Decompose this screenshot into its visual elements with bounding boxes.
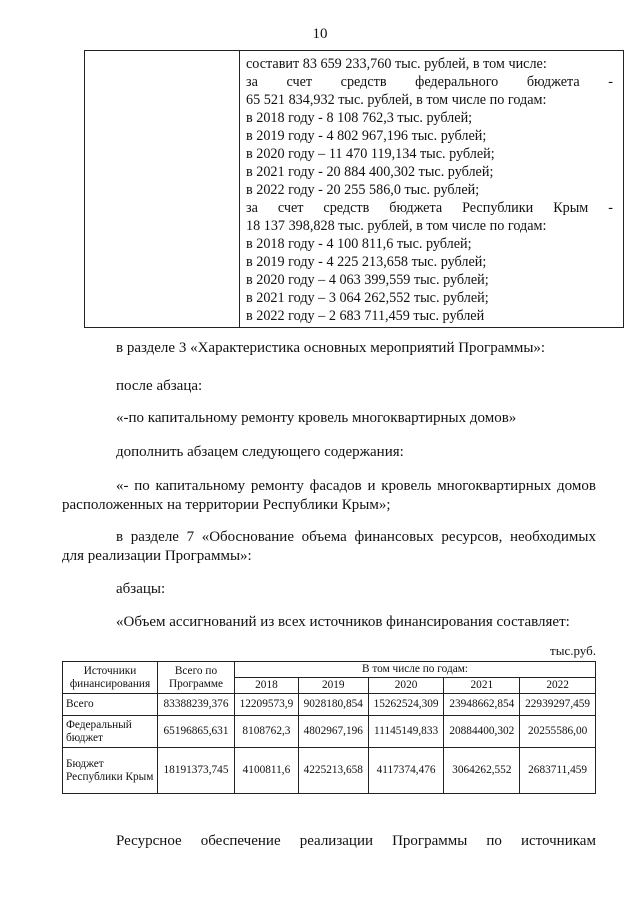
paragraph-abzatsy: абзацы:: [116, 581, 166, 597]
paragraph-facades-line1: [116, 476, 596, 496]
header-year: 2022: [520, 678, 596, 694]
paragraph-after: после абзаца:: [116, 378, 203, 394]
word: в: [116, 529, 124, 545]
word: «Обоснование: [201, 529, 294, 545]
word: объема: [301, 529, 347, 545]
paragraph-volume: «Объем ассигнований из всех источников финансирования составляет:: [116, 614, 570, 630]
word: по: [134, 478, 150, 494]
word: капитальному: [155, 478, 246, 494]
empty-left-cell: [85, 51, 240, 328]
text-line: в 2021 году - 20 884 400,302 тыс. рублей;: [246, 164, 494, 180]
header-year: 2020: [368, 678, 444, 694]
cell-value: 4225213,658: [298, 748, 368, 794]
table-row: [63, 716, 596, 748]
cell-value: 23948662,854: [444, 694, 520, 716]
word: необходимых: [510, 529, 596, 545]
word: Программы: [392, 833, 468, 849]
cell-total: 65196865,631: [158, 716, 235, 748]
word: за: [246, 74, 258, 90]
cell-value: 11145149,833: [368, 716, 444, 748]
word: разделе: [130, 529, 179, 545]
text-line: в 2020 году – 4 063 399,559 тыс. рублей;: [246, 272, 489, 288]
funding-text-cell: [240, 51, 624, 328]
header-year: 2019: [298, 678, 368, 694]
table-row: [63, 748, 596, 794]
cell-value: 2683711,459: [520, 748, 596, 794]
word: реализации: [299, 833, 373, 849]
word: средств: [340, 74, 387, 90]
financing-table: [62, 661, 596, 794]
word: ресурсов,: [441, 529, 503, 545]
text-line-justified: [246, 199, 613, 217]
word: 7: [186, 529, 195, 545]
word: -: [608, 74, 613, 90]
cell-value: 4117374,476: [368, 748, 444, 794]
cell-value: 20884400,302: [444, 716, 520, 748]
word: бюджета: [389, 200, 443, 216]
header-year: 2018: [235, 678, 299, 694]
text-line: в 2018 году - 4 100 811,6 тыс. рублей;: [246, 236, 472, 252]
cell-value: 15262524,309: [368, 694, 444, 716]
word: фасадов: [309, 478, 362, 494]
text-line: в 2019 году - 4 802 967,196 тыс. рублей;: [246, 128, 487, 144]
header-year: 2021: [444, 678, 520, 694]
word: Ресурсное: [116, 833, 182, 849]
word: -: [608, 200, 613, 216]
row-label: Федеральный бюджет: [63, 716, 158, 748]
word: ремонту: [250, 478, 304, 494]
word: финансовых: [354, 529, 434, 545]
header-years-group: В том числе по годам:: [235, 662, 596, 678]
word: домов: [557, 478, 596, 494]
word: многоквартирных: [437, 478, 552, 494]
text-line: в 2019 году - 4 225 213,658 тыс. рублей;: [246, 254, 487, 270]
cell-total: 83388239,376: [158, 694, 235, 716]
word: за: [246, 200, 258, 216]
word: средств: [323, 200, 370, 216]
word: источникам: [520, 833, 596, 849]
header-total: Всего по Программе: [158, 662, 235, 694]
word: счет: [277, 200, 304, 216]
word: счет: [286, 74, 313, 90]
cell-value: 12209573,9: [235, 694, 299, 716]
paragraph-quote-roofs: «-по капитальному ремонту кровель многоквартирных домов»: [116, 410, 517, 426]
cell-total: 18191373,745: [158, 748, 235, 794]
row-label: Бюджет Республики Крым: [63, 748, 158, 794]
text-line: в 2022 году - 20 255 586,0 тыс. рублей;: [246, 182, 480, 198]
word: бюджета: [526, 74, 580, 90]
header-source: Источники финансирования: [63, 662, 158, 694]
text-line: в 2021 году – 3 064 262,552 тыс. рублей;: [246, 290, 489, 306]
row-label: Всего: [63, 694, 158, 716]
word: обеспечение: [200, 833, 281, 849]
word: и: [367, 478, 376, 494]
text-line: в 2020 году – 11 470 119,134 тыс. рублей;: [246, 146, 495, 162]
cell-value: 8108762,3: [235, 716, 299, 748]
paragraph-supplement: дополнить абзацем следующего содержания:: [116, 444, 404, 460]
unit-label: тыс.руб.: [550, 643, 596, 658]
text-line: 18 137 398,828 тыс. рублей, в том числе по годам:: [246, 218, 547, 234]
cell-value: 4802967,196: [298, 716, 368, 748]
text-line: 65 521 834,932 тыс. рублей, в том числе по годам:: [246, 92, 547, 108]
paragraph-section7-line1: [116, 527, 596, 547]
cell-value: 20255586,00: [520, 716, 596, 748]
paragraph-section7-line2: для реализации Программы»:: [62, 548, 252, 564]
paragraph-resource-provision: [116, 831, 596, 851]
text-line: составит 83 659 233,760 тыс. рублей, в том числе:: [246, 56, 547, 72]
cell-value: 22939297,459: [520, 694, 596, 716]
text-line: в 2018 году - 8 108 762,3 тыс. рублей;: [246, 110, 473, 126]
paragraph-section3: в разделе 3 «Характеристика основных мероприятий Программы»:: [116, 340, 546, 356]
paragraph-facades-line2: расположенных на территории Республики Крым»;: [62, 497, 391, 513]
word: федерального: [415, 74, 499, 90]
word: Республики: [462, 200, 534, 216]
table-row: [63, 694, 596, 716]
text-line-justified: [246, 73, 613, 91]
word: по: [486, 833, 502, 849]
funding-summary-table: [84, 50, 624, 328]
word: кровель: [381, 478, 432, 494]
cell-value: 4100811,6: [235, 748, 299, 794]
cell-value: 9028180,854: [298, 694, 368, 716]
word: «-: [116, 478, 129, 494]
cell-value: 3064262,552: [444, 748, 520, 794]
text-line: в 2022 году – 2 683 711,459 тыс. рублей: [246, 308, 485, 324]
word: Крым: [553, 200, 589, 216]
page-number: 10: [312, 26, 328, 42]
